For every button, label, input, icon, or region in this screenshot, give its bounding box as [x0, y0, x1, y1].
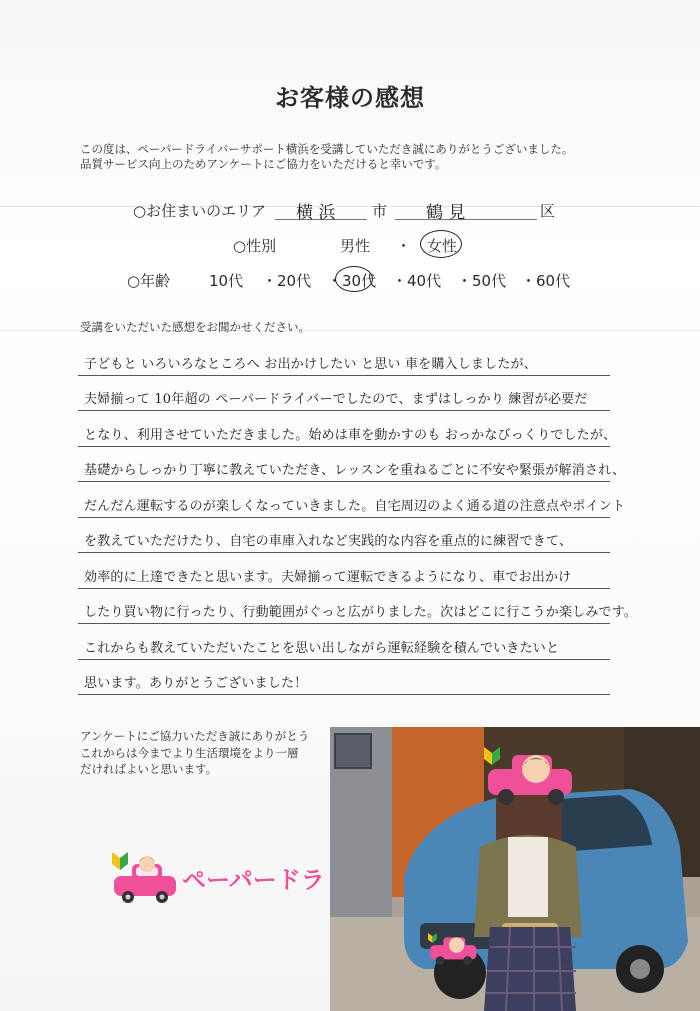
comment-text: 効率的に上達できたと思います。夫婦揃って運転できるようになり、車でお出かけ — [84, 569, 572, 585]
comment-text: を教えていただけたり、自宅の車庫入れなど実践的な内容を重点的に練習できて、 — [84, 534, 573, 549]
comment-prompt: 受講をいただいた感想をお聞かせください。 — [80, 320, 310, 334]
comment-line — [78, 376, 610, 412]
age-option: ・60代 — [521, 272, 571, 290]
comment-line — [78, 340, 610, 376]
ward-suffix: 区 — [540, 202, 556, 220]
comment-line — [78, 553, 610, 589]
intro-line-2: 品質サービス向上のためアンケートにご協力をいただけると幸いです。 — [80, 157, 447, 171]
ward-underline — [395, 219, 537, 220]
comment-text: したり買い物に行ったり、行動範囲がぐっと広がりました。次はどこに行こうか楽しみです。 — [84, 605, 638, 620]
selected-circle-mark — [335, 266, 373, 292]
comment-line — [78, 447, 626, 483]
comment-text: だんだん運転するのが楽しくなっていきました。自宅周辺のよく通る道の注意点やポイント — [84, 498, 626, 514]
gender-option-male: 男性 — [340, 237, 371, 255]
footer-thanks — [80, 728, 309, 778]
customer-photo — [330, 727, 700, 1011]
brand-logo-text: ペーパードラ — [182, 866, 325, 894]
age-option: ・20代 — [262, 272, 312, 290]
customer-with-car-image — [330, 727, 700, 1011]
footer-line: だければよいと思います。 — [80, 762, 218, 776]
comment-line — [78, 482, 626, 518]
intro-line-1: この度は、ペーパードライバーサポート横浜を受講していただき誠にありがとうございました。 — [80, 142, 574, 156]
selected-circle-mark — [420, 230, 462, 258]
area-ward-value: 鶴 見 — [426, 203, 466, 223]
comment-line — [78, 518, 610, 554]
footer-line: アンケートにご協力いただき誠にありがとう — [80, 729, 310, 743]
comment-line — [78, 660, 610, 696]
comment-text: となり、利用させていただきました。始めは車を動かすのも おっかなびっくりでしたが、 — [84, 427, 617, 443]
gender-separator: ・ — [396, 237, 412, 255]
brand-car-logo-icon — [108, 848, 182, 906]
comment-line — [78, 411, 617, 447]
comment-text: 夫婦揃って 10年超の ペーパードライバーでしたので、まずはしっかり 練習が必要だ — [84, 392, 588, 407]
age-option: ・50代 — [457, 272, 507, 290]
age-option: 10代 — [209, 272, 244, 290]
handwritten-comments — [78, 340, 638, 695]
age-option: ・30代 — [327, 272, 377, 290]
page-title: お客様の感想 — [275, 84, 425, 112]
comment-text: これからも教えていただいたことを思い出しながら運転経験を積んでいきたいと — [84, 640, 560, 656]
comment-text: 基礎からしっかり丁寧に教えていただき、レッスンを重ねるごとに不安や緊張が解消され、 — [84, 463, 626, 478]
comment-line — [78, 589, 638, 625]
comment-text: 思います。ありがとうございました！ — [84, 676, 308, 691]
age-option: ・40代 — [392, 272, 442, 290]
city-suffix: 市 — [372, 202, 388, 220]
footer-line: これからは今までより生活環境をより一層 — [80, 745, 299, 760]
gender-label: ○性別 — [233, 237, 277, 255]
comment-text: 子どもと いろいろなところへ お出かけしたい と思い 車を購入しましたが、 — [84, 356, 537, 372]
comment-line — [78, 624, 610, 660]
paper-fold-line — [0, 206, 700, 207]
area-label: ○お住まいのエリア — [133, 202, 267, 220]
area-city-value: 横 浜 — [296, 203, 336, 223]
age-label: ○年齢 — [127, 272, 171, 290]
gender-option-female: 女性 — [427, 237, 458, 255]
